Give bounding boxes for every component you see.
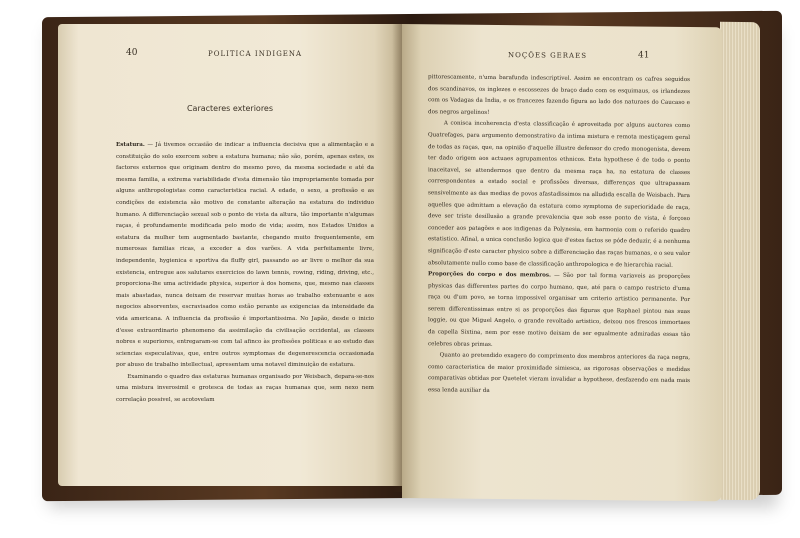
left-page: [58, 24, 402, 486]
left-running-head: POLITICA INDIGENA: [208, 50, 303, 58]
left-page-number: 40: [126, 48, 138, 58]
left-body-text: [116, 140, 374, 407]
left-lead-term: Estatura.: [116, 142, 145, 148]
right-paragraph-2: — São por tal forma variaveis as proporções physicas das differentes partes do corpo humano, que, até para o campo restricto d'uma raça ou d'um povo, se torna impossivel organisar um criterio artistico permanente. Por serem differentissimas entre si as proporções das figuras que Raphael pintou nas suas loggie, ou que Miguel Angelo, o grande revoltado artistico, deixou nos frescos immortaes da capella Sixtina, nem por esse motivo deixam de ser egualmente admiradas essas tão celebres obras primas. Quanto ao pretendido exagero do comprimento dos membros anteriores da raça negra, como caracteristica de maior proximidade simiesca, as rigorosas observações e medidas comparativas obtidas por Quetelet vieram invalidar a hypothese, desfazendo em nada mais essa lenda auxiliar da: [428, 272, 690, 394]
right-paragraph-1: pittorescamente, n'uma barafunda indescriptivel. Assim se encontram os cafres seguidos dos scandinavos, os inglezes e escossezes de braço dado com os esquimaus, os irlandezes com os Vadagas da India, e os francezes fazendo figura ao lado dos naturaes do Caucaso e dos negros argelinos! A conisca incoherencia d'esta classificação é aproveitada por alguns auctores como Quatrefages, para argumento demonstrativo da intima mistura e remota mestiçagem geral de todas as raças, que, na opinião d'aquelle illustre defensor do credo monogenista, devem ter dado origem aos actuaes agrupamentos ethnicos. Esta hypothese é de todo o ponto inaceitavel, se attendermos que dentro da mesma raça ha, na estatura de classes correspondentes a estado social e profissões diversas, differenças que ultrapassam sensivelmente as das medias de povos afastadissimos na alludida escalla de Weisbach. Para aquelles que admittam a elevação da estatura como symptoma de superioridade de raça, deve ser triste desillusão a grande prevalencia que sob esse ponto de vista, é forçoso conceder aos patagões e aos indigenas da Polynesia, em harmonia com o referido quadro estatistico. Afinal, a unica conclusão logica que d'estes factos se póde deduzir, é a nenhuma significação d'este caracter physico sobre a differenciação das raças humanas, e o seu valor absolutamente nullo como base de classificação anthropologica e de hierarchia racial.: [428, 74, 691, 269]
right-body-text: [428, 72, 690, 399]
section-title: Caracteres exteriores: [186, 104, 274, 113]
right-page: [402, 24, 722, 501]
right-lead-term: Proporções do corpo e dos membros.: [428, 271, 551, 279]
right-running-head: NOÇÕES GERAES: [508, 51, 588, 60]
left-paragraph: — Já tivemos occasião de indicar a influencia decisiva que a alimentação e a constituição do solo exercem sobre a estatura humana; não são, porém, apenas estes, os factores externos que originam dentro do mesmo povo, da mesma sociedade e até da mesma familia, a extrema variabilidade d'esta dimensão tão impropriamente tomada por alguns anthropologistas como caracteristica racial. A edade, o sexo, a profissão e as condições de existencia são motivo de constante alteração na estatura do individuo humano. A differenciação sexual sob o ponto de vista da altura, tão importante n'algumas raças, é profundamente modificada pelo modo de vida; assim, nos Estados Unidos a estatura da mulher tem augmentado bastante, chegando muito frequentemente, em numerosas familias ricas, a exceder a dos varões. A vida perfeitamente livre, independente, hygienica e sportiva da fluffy girl, passando ao ar livre o melhor da sua existencia, entregue aos salutares exercicios do lawn tennis, rowing, riding, driving, etc., proporciona-lhe uma actividade physica, superior à dos homens, que, mesmo nas classes mais abastadas, nunca deixam de reservar muitas horas ao trabalho extenuante e aos negocios absorventes, escravisados como estão perante as exigencias da intensidade da vida americana. A influencia da profissão é importantissima. No Japão, desde o inicio d'esse extraordinario phenomeno da assimilação da civilisação occidental, as classes nobres e superiores, entregaram-se com tal afinco às profissões politicas e ao estudo das sciencias especulativas, que, entre outros symptomas de degenerescencia occasionada por abuso de trabalho intellectual, apresentam uma notavel diminuição de estatura. Examinando o quadro das estaturas humanas organisado por Weisbach, depara-se-nos uma mistura inverosimil e grotesca de todas as raças humanas que, sem nexo nem correlação possivel, se acotovelam: [116, 142, 374, 404]
right-page-number: 41: [638, 50, 650, 61]
page-edges: [720, 22, 760, 500]
